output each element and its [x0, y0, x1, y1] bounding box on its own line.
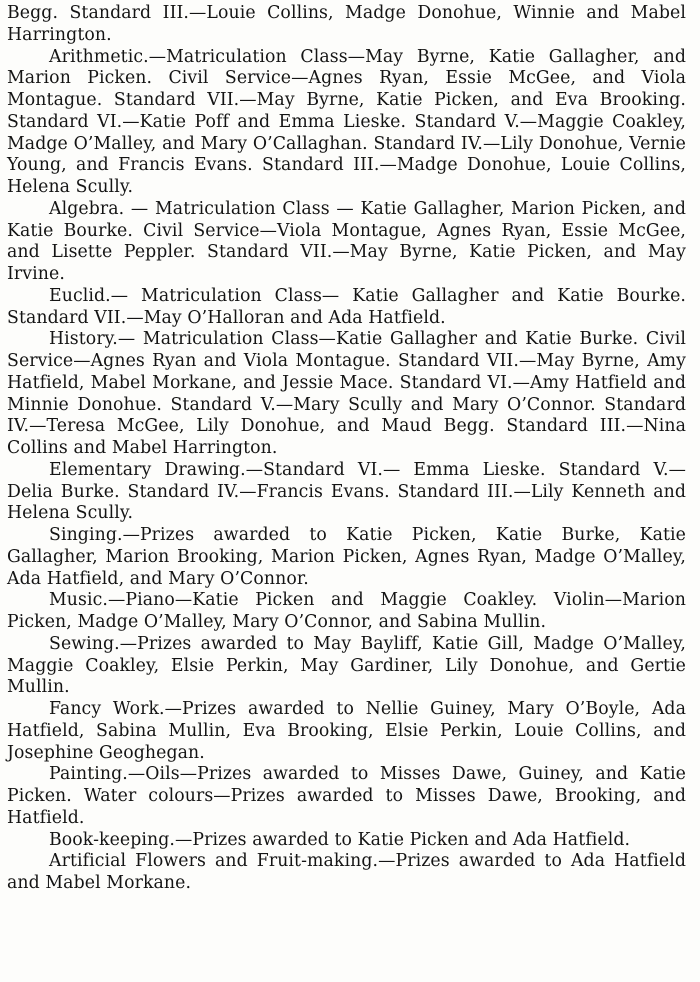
paragraph-sewing: Sewing.—Prizes awarded to May Bayliff, Katie Gill, Madge O’Malley, Maggie Coakley, Elsie Perkin, May Gardiner, Lily Donohue, and Gertie Mullin.: [7, 633, 686, 698]
paragraph-algebra: Algebra. — Matriculation Class — Katie Gallagher, Marion Picken, and Katie Bourke. Civil Service—Viola Montague, Agnes Ryan, Essie McGee, and Lisette Peppler. Standard VII.—May Byrne, Katie Picken, and May Irvine.: [7, 198, 686, 284]
paragraph-artificial-flowers: Artificial Flowers and Fruit-making.—Prizes awarded to Ada Hatfield and Mabel Morkane.: [7, 851, 686, 893]
paragraph-music: Music.—Piano—Katie Picken and Maggie Coakley. Violin—Marion Picken, Madge O’Malley, Mary O’Connor, and Sabina Mullin.: [7, 590, 686, 632]
paragraph-elementary-drawing: Elementary Drawing.—Standard VI.— Emma Lieske. Standard V.—Delia Burke. Standard IV.—Francis Evans. Standard III.—Lily Kenneth and Helena Scully.: [7, 459, 686, 524]
paragraph-fancy-work: Fancy Work.—Prizes awarded to Nellie Guiney, Mary O’Boyle, Ada Hatfield, Sabina Mullin, Eva Brooking, Elsie Perkin, Louie Collins, and Josephine Geoghegan.: [7, 699, 686, 763]
paragraph-euclid: Euclid.— Matriculation Class— Katie Gallagher and Katie Bourke. Standard VII.—May O’Halloran and Ada Hatfield.: [7, 285, 686, 328]
paragraph-continuation-begg: Begg. Standard III.—Louie Collins, Madge Donohue, Winnie and Mabel Harrington.: [7, 3, 686, 45]
paragraph-singing: Singing.—Prizes awarded to Katie Picken, Katie Burke, Katie Gallagher, Marion Brooking, Marion Picken, Agnes Ryan, Madge O’Malley, Ada Hatfield, and Mary O’Connor.: [7, 525, 686, 589]
paragraph-book-keeping: Book-keeping.—Prizes awarded to Katie Picken and Ada Hatfield.: [49, 829, 631, 850]
paragraph-arithmetic: Arithmetic.—Matriculation Class—May Byrne, Katie Gallagher, and Marion Picken. Civil Service—Agnes Ryan, Essie McGee, and Viola Montague. Standard VII.—May Byrne, Katie Picken, and Eva Brooking. Standard VI.—Katie Poff and Emma Lieske. Standard V.—Maggie Coakley, Madge O’Malley, and Mary O’Callaghan. Standard IV.—Lily Donohue, Vernie Young, and Francis Evans. Standard III.—Madge Donohue, Louie Collins, Helena Scully.: [7, 46, 686, 197]
paragraph-history: History.— Matriculation Class—Katie Gallagher and Katie Burke. Civil Service—Agnes Ryan and Viola Montague. Standard VII.—May Byrne, Amy Hatfield, Mabel Morkane, and Jessie Mace. Standard VI.—Amy Hatfield and Minnie Donohue. Standard V.—Mary Scully and Mary O’Connor. Standard IV.—Teresa McGee, Lily Donohue, and Maud Begg. Standard III.—Nina Collins and Mabel Harrington.: [7, 329, 686, 458]
paragraph-painting: Painting.—Oils—Prizes awarded to Misses Dawe, Guiney, and Katie Picken. Water colours—Prizes awarded to Misses Dawe, Brooking, and Hatfield.: [7, 764, 686, 828]
